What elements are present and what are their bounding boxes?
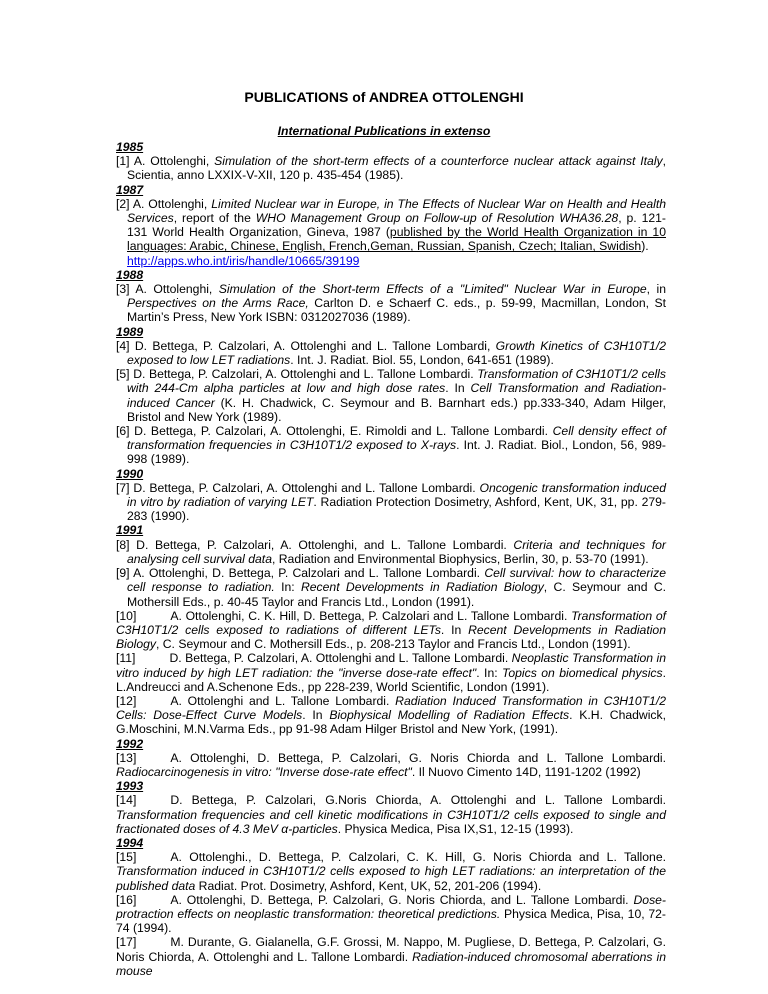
publication-text: , p. 121-131 World Health Organization, Gineva, 1987 ( <box>127 211 666 240</box>
publication-title: Radiocarcinogenesis in vitro: "Inverse dose-rate effect" <box>116 764 412 779</box>
publication-title: Biophysical Modelling of Radiation Effects <box>329 708 570 723</box>
reference-number: [3] <box>116 282 130 297</box>
publication-text: , Scientia, anno LXXIX-V-XII, 120 p. 435-454 (1985). <box>127 154 667 183</box>
publication-title: Limited Nuclear war in Europe, in The Effects of Nuclear War on Health and Health Services <box>127 196 666 226</box>
publication-entry <box>116 424 666 467</box>
reference-number: [15] <box>116 850 137 865</box>
publication-text: , in <box>646 282 667 297</box>
publication-entry <box>116 154 666 182</box>
publication-text: . L.Andreucci and A.Schenone Eds., pp 228-239, World Scientific, London (1991). <box>116 665 666 694</box>
reference-number: [5] <box>116 367 130 382</box>
publication-title: Simulation of the short-term effects of a counterforce nuclear attack against Italy <box>214 154 663 169</box>
publication-title: Oncogenic transformation induced in vitro by radiation of varying LET <box>127 480 666 510</box>
reference-number: [17] <box>116 935 137 950</box>
publication-text: A. Ottolenghi, <box>133 154 215 169</box>
publication-text: A. Ottolenghi, D. Bettega, P. Calzolari and L. Tallone Lombardi. <box>133 566 485 581</box>
publication-entry <box>116 566 666 609</box>
reference-number: [14] <box>116 793 137 808</box>
year-heading: 1990 <box>116 466 144 481</box>
publication-title: Simulation of the Short-term Effects of a "Limited" Nuclear War in Europe <box>218 282 647 297</box>
publication-link[interactable]: http://apps.who.int/iris/handle/10665/39199 <box>127 253 360 268</box>
publication-title: Radiation Induced Transformation in C3H10T1/2 Cells: Dose-Effect Curve Models <box>116 693 666 723</box>
publication-text: , report of the <box>173 211 256 226</box>
reference-number: [12] <box>116 693 137 708</box>
reference-number: [2] <box>116 196 130 211</box>
reference-number: [7] <box>116 480 130 495</box>
publication-entry: [2] A. Ottolenghi, Limited Nuclear war in Europe, in The Effects of Nuclear War on Health and Health Services, report of the WHO Management Group on Follow-up of Resolution WHA36.28, p. 121-131 World Health Organization, Gineva, 1987 (published by the World Health Organization in 10 languages: Arabic, Chinese, English, French,Geman, Russian, Spanish, Czech; Italian, Swidish). http://apps.who.int/iris/handle/10665/39199 <box>116 196 666 268</box>
publication-title: Recent Developments in Radiation Biology <box>116 622 666 652</box>
year-heading: 1992 <box>116 736 144 751</box>
reference-number: [9] <box>116 566 130 581</box>
year-heading: 1985 <box>116 140 144 154</box>
reference-number: [10] <box>116 608 137 623</box>
publication-text: . In: <box>476 665 503 680</box>
publication-title: Topics on biomedical physics <box>502 665 663 680</box>
publication-list <box>116 140 666 978</box>
reference-number: [4] <box>116 338 130 353</box>
publication-title: Transformation frequencies and cell kinetic modifications in C3H10T1/2 cells exposed to single and fractionated doses of 4.3 MeV α-particles <box>116 807 666 836</box>
publication-title: Cell density effect of transformation frequencies in C3H10T1/2 exposed to X-rays <box>127 424 666 453</box>
year-heading: 1993 <box>116 779 144 794</box>
publication-text: . Physica Medica, Pisa IX,S1, 12-15 (1993). <box>337 821 574 836</box>
publication-text: . In <box>440 622 469 637</box>
publication-title: Transformation of C3H10T1/2 cells with 244-Cm alpha particles at low and high dose rates <box>127 367 666 396</box>
reference-number: [1] <box>116 154 130 169</box>
publication-entry <box>116 694 666 737</box>
publication-entry <box>116 651 666 694</box>
publication-text: . Int. J. Radiat. Biol., London, 56, 989-998 (1989). <box>127 438 666 467</box>
publication-entry <box>116 367 666 424</box>
publication-text: D. Bettega, P. Calzolari, A. Ottolenghi and L. Tallone Lombardi. <box>133 367 478 382</box>
publication-text: , C. Seymour and C. Mothersill Eds., p. 208-213 Taylor and Francis Ltd., London (1991). <box>155 637 631 652</box>
publication-title: Perspectives on the Arms Race, <box>127 296 309 311</box>
publication-entry <box>116 850 666 893</box>
publication-text: Radiat. Prot. Dosimetry, Ashford, Kent, UK, 52, 201-206 (1994). <box>195 878 542 893</box>
publication-entry <box>116 609 666 652</box>
year-heading: 1988 <box>116 267 144 282</box>
year-heading: 1987 <box>116 182 144 197</box>
publication-title: Growth Kinetics of C3H10T1/2 exposed to low LET radiations <box>127 338 666 368</box>
publication-title: Dose-protraction effects on neoplastic transformation: theoretical predictions. <box>116 892 666 921</box>
year-heading: 1994 <box>116 835 144 850</box>
publication-title: Radiation-induced chromosomal aberrations in mouse <box>116 949 666 978</box>
publication-text: A. Ottolenghi, D. Bettega, P. Calzolari, G. Noris Chiorda, and L. Tallone Lombardi. <box>170 892 634 907</box>
publication-text: A. Ottolenghi, C. K. Hill, D. Bettega, P. Calzolari and L. Tallone Lombardi. <box>170 608 572 623</box>
publication-title: Cell Transformation and Radiation-induced Cancer <box>127 381 667 410</box>
publication-text: Physica Medica, Pisa, 10, 72-74 (1994). <box>116 906 666 936</box>
publication-entry <box>116 339 666 367</box>
publication-text: A. Ottolenghi., D. Bettega, P. Calzolari, C. K. Hill, G. Noris Chiorda and L. Tallone. <box>170 850 666 865</box>
publication-text: D. Bettega, P. Calzolari, A. Ottolenghi and L. Tallone Lombardi. <box>133 480 480 495</box>
publication-text: . In <box>302 708 330 723</box>
publication-text: A. Ottolenghi, <box>135 282 219 297</box>
publication-text: D. Bettega, P. Calzolari, A. Ottolenghi, E. Rimoldi and L. Tallone Lombardi. <box>134 424 553 439</box>
publication-text: D. Bettega, P. Calzolari, A. Ottolenghi, and L. Tallone Lombardi. <box>136 537 514 552</box>
publication-entry <box>116 282 666 325</box>
publication-entry <box>116 935 666 978</box>
publication-title: Transformation induced in C3H10T1/2 cells exposed to high LET radiations: an interpretation of the published data <box>116 864 666 893</box>
publication-text: , C. Seymour and C. Mothersill Eds., p. 40-45 Taylor and Francis Ltd., London (1991). <box>127 580 667 609</box>
publication-text: . K.H. Chadwick, G.Moschini, M.N.Varma Eds., pp 91-98 Adam Hilger Bristol and New York, (1991). <box>116 708 666 737</box>
publication-text: (K. H. Chadwick, C. Seymour and B. Barnhart eds.) pp.333-340, Adam Hilger, Bristol and New York (1989). <box>127 395 666 424</box>
publication-entry <box>116 481 666 524</box>
publication-text: Carlton D. e Schaerf C. eds., p. 59-99, Macmillan, London, St Martin’s Press, New York ISBN: 0312027036 (1989). <box>127 296 666 325</box>
publication-note: published by the World Health Organization in 10 languages: Arabic, Chinese, English, French,Geman, Russian, Spanish, Czech; Italian, Swidish <box>127 225 666 254</box>
publication-entry <box>116 793 666 836</box>
year-heading: 1991 <box>116 523 144 538</box>
publication-text: , Radiation and Environmental Biophysics, Berlin, 30, p. 53-70 (1991). <box>271 551 649 566</box>
publication-title: Criteria and techniques for analysing cell survival data <box>127 537 666 566</box>
publication-text: . Int. J. Radiat. Biol. 55, London, 641-651 (1989). <box>290 353 554 368</box>
publication-text: . Il Nuovo Cimento 14D, 1191-1202 (1992) <box>411 764 641 779</box>
publication-entry <box>116 893 666 936</box>
year-heading: 1989 <box>116 324 144 339</box>
page-title: PUBLICATIONS of ANDREA OTTOLENGHI <box>244 89 524 105</box>
publication-title: Neoplastic Transformation in vitro induced by high LET radiation: the "inverse dose-rate effect" <box>116 651 666 680</box>
publication-text: . In <box>445 381 471 396</box>
publication-text: M. Durante, G. Gialanella, G.F. Grossi, M. Nappo, M. Pugliese, D. Bettega, P. Calzolari, G. Noris Chiorda, A. Ottolenghi and L. Tallone Lombardi. <box>116 935 666 964</box>
publication-text: A. Ottolenghi, <box>132 196 212 211</box>
publication-text: D. Bettega, P. Calzolari, G.Noris Chiorda, A. Ottolenghi and L. Tallone Lombardi. <box>170 793 666 808</box>
reference-number: [8] <box>116 537 130 552</box>
publication-text: A. Ottolenghi and L. Tallone Lombardi. <box>170 693 396 708</box>
reference-number: [11] <box>116 651 136 666</box>
publication-text: In: <box>274 580 301 595</box>
publication-entry <box>116 538 666 566</box>
publication-entry <box>116 751 666 779</box>
publication-title: Cell survival: how to characterize cell response to radiation. <box>127 566 666 595</box>
publication-text: A. Ottolenghi, D. Bettega, P. Calzolari, G. Noris Chiorda and L. Tallone Lombardi. <box>170 750 666 765</box>
publication-text: D. Bettega, P. Calzolari, A. Ottolenghi and L. Tallone Lombardi. <box>169 651 512 666</box>
reference-number: [13] <box>116 750 137 765</box>
reference-number: [6] <box>116 424 130 439</box>
publication-title: WHO Management Group on Follow-up of Resolution WHA36.28 <box>255 211 619 226</box>
section-subtitle: International Publications in extenso <box>277 124 491 138</box>
publication-text: D. Bettega, P. Calzolari, A. Ottolenghi and L. Tallone Lombardi, <box>134 338 496 353</box>
publication-title: Recent Developments in Radiation Biology <box>300 580 544 595</box>
publication-text: . Radiation Protection Dosimetry, Ashford, Kent, UK, 31, pp. 279-283 (1990). <box>127 495 666 524</box>
reference-number: [16] <box>116 892 137 907</box>
publication-title: Transformation of C3H10T1/2 cells exposed to radiations of different LETs <box>116 608 666 637</box>
